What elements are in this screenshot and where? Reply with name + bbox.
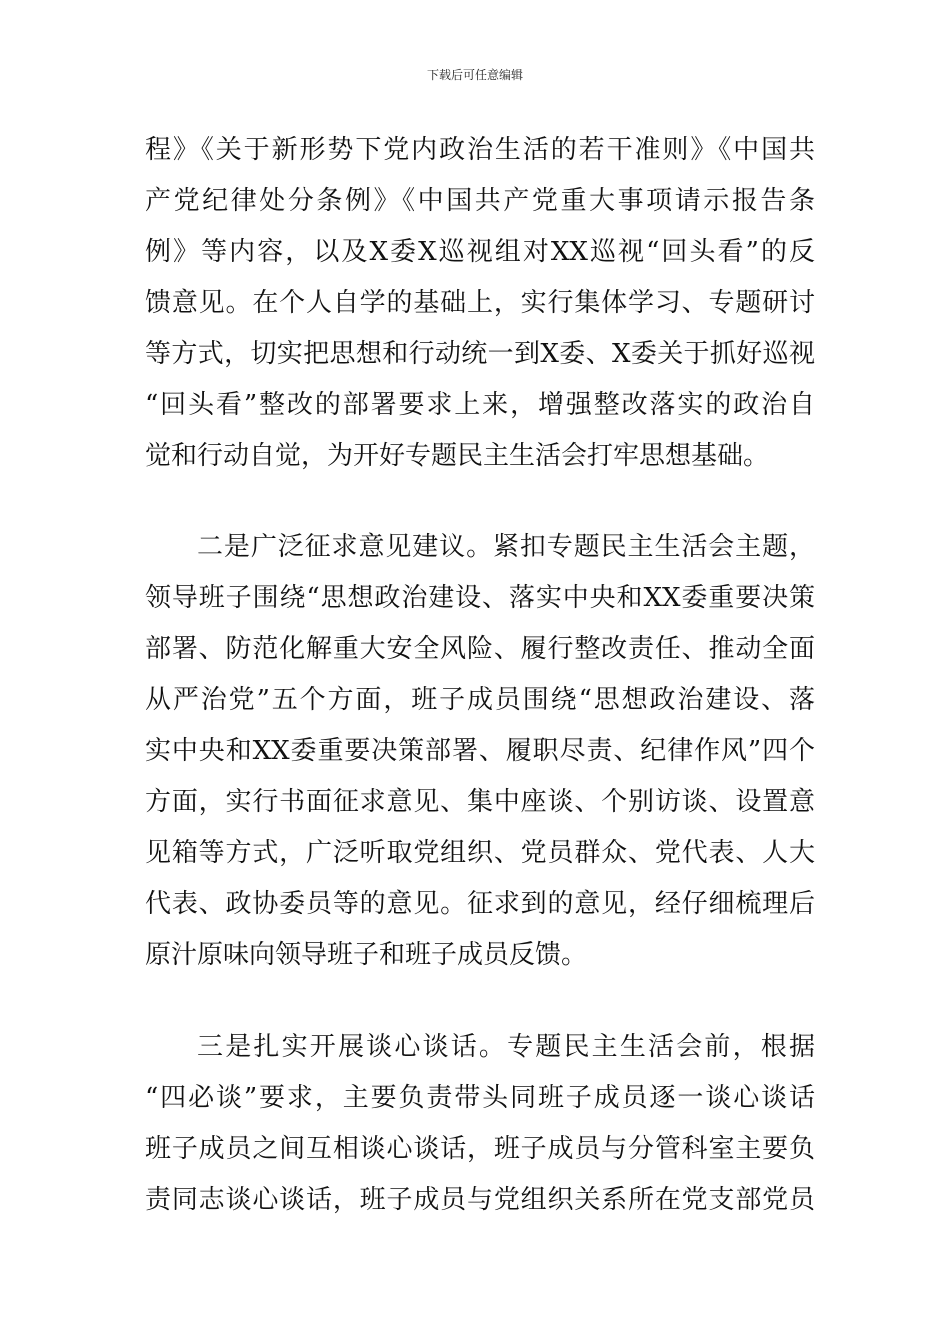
text-line: 实中央和XX委重要决策部署、履职尽责、纪律作风”四个 [145, 736, 815, 766]
text-line: 代表、政协委员等的意见。征求到的意见，经仔细梳理后 [145, 889, 815, 919]
text-line: 见箱等方式，广泛听取党组织、党员群众、党代表、人大 [145, 838, 815, 868]
text-line: 领导班子围绕“思想政治建设、落实中央和XX委重要决策 [145, 583, 815, 613]
paragraph-2 [145, 522, 815, 981]
text-line: 部署、防范化解重大安全风险、履行整改责任、推动全面 [145, 634, 815, 664]
text-line: 原汁原味向领导班子和班子成员反馈。 [145, 940, 588, 970]
text-line: 二是广泛征求意见建议。紧扣专题民主生活会主题， [197, 532, 815, 562]
text-line: 责同志谈心谈话，班子成员与党组织关系所在党支部党员 [145, 1185, 815, 1215]
paragraph-3 [145, 1022, 815, 1226]
text-line: 觉和行动自觉，为开好专题民主生活会打牢思想基础。 [145, 441, 770, 471]
paragraph-1 [145, 125, 815, 482]
page-header: 下载后可任意编辑 [426, 68, 523, 82]
text-line: 等方式，切实把思想和行动统一到X委、X委关于抓好巡视 [145, 339, 815, 369]
text-line: 例》等内容，以及X委X巡视组对XX巡视“回头看”的反 [145, 237, 815, 267]
text-line: 产党纪律处分条例》《中国共产党重大事项请示报告条 [145, 186, 815, 216]
text-line: “回头看”整改的部署要求上来，增强整改落实的政治自 [145, 390, 815, 420]
text-line: 方面，实行书面征求意见、集中座谈、个别访谈、设置意 [145, 787, 815, 817]
text-line: 程》《关于新形势下党内政治生活的若干准则》《中国共 [145, 135, 815, 165]
text-line: 班子成员之间互相谈心谈话，班子成员与分管科室主要负 [145, 1134, 815, 1164]
text-line: 馈意见。在个人自学的基础上，实行集体学习、专题研讨 [145, 288, 815, 318]
text-line: 从严治党”五个方面，班子成员围绕“思想政治建设、落 [145, 685, 815, 715]
text-line: “四必谈”要求，主要负责带头同班子成员逐一谈心谈话 [145, 1083, 815, 1113]
text-line: 三是扎实开展谈心谈话。专题民主生活会前，根据 [197, 1032, 815, 1062]
